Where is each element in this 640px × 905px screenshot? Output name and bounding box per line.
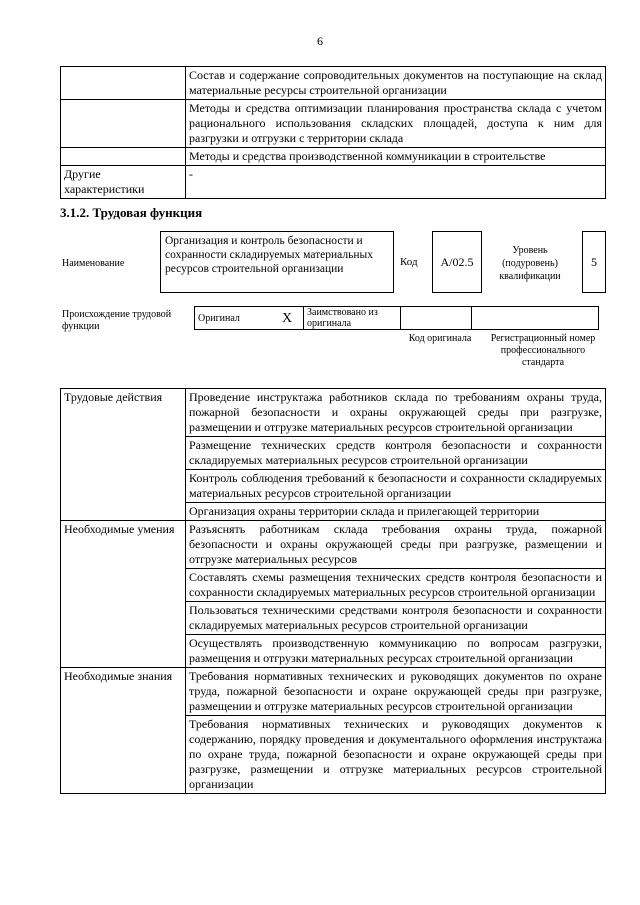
page-number: 6: [317, 34, 323, 48]
knowledge-item: Требования нормативных технических и руководящих документов по охране труда, пожарной безопасности и охране окружающей среды при разгрузке, размещении и отгрузке материальных ресурсов строительной организации: [186, 668, 606, 716]
table-row: [61, 389, 606, 437]
skill-item: Пользоваться техническими средствами контроля безопасности и сохранности складируемых материальных ресурсов строительной организации: [186, 602, 606, 635]
table-row: [61, 148, 606, 166]
borrowed-cell: Заимствовано из оригинала: [304, 307, 401, 330]
knowledge-label: Необходимые знания: [61, 668, 186, 794]
labor-action-item: Контроль соблюдения требований к безопасности и сохранности складируемых материальных ресурсов строительной организации: [186, 470, 606, 503]
origin-label: Происхождение трудовой функции: [62, 309, 172, 332]
original-cell: Оригинал: [195, 307, 272, 330]
knowledge-item: Требования нормативных технических и руководящих документов к содержанию, порядку проведения и документального оформления инструктажа по охране труда, пожарной безопасности и охране окружающей среды при разгрузке, размещении и отгрузке материальных ресурсов строительной организации: [186, 716, 606, 794]
labor-actions-label: Трудовые действия: [61, 389, 186, 521]
row-text: Методы и средства оптимизации планирования пространства склада с учетом рационального использования складских площадей, доступа к ним для разгрузки и отгрузки с территории склада: [186, 100, 606, 148]
name-label: Наименование: [62, 258, 125, 269]
code-original-caption: Код оригинала: [408, 333, 472, 344]
original-mark: X: [271, 307, 304, 330]
skill-item: Осуществлять производственную коммуникацию по вопросам разгрузки, размещения и отгрузки материальных ресурсах строительной организации: [186, 635, 606, 668]
origin-table: [194, 306, 599, 330]
skill-item: Составлять схемы размещения технических средств контроля безопасности и сохранности складируемых материальных ресурсов строительной организации: [186, 569, 606, 602]
qualification-level-value: 5: [582, 231, 606, 293]
table-row: [61, 67, 606, 100]
qualification-level-label: Уровень (подуровень) квалификации: [499, 245, 561, 282]
other-characteristics-label: Другие характеристики: [61, 166, 186, 199]
skill-item: Разъяснять работникам склада требования охраны труда, пожарной безопасности и охраны окружающей среды при разгрузке, размещении и отгрузке материальных ресурсов: [186, 521, 606, 569]
row-text: Состав и содержание сопроводительных документов на поступающие на склад материальные ресурсы строительной организации: [186, 67, 606, 100]
other-characteristics-value: -: [186, 166, 606, 199]
labor-action-item: Размещение технических средств контроля безопасности и сохранности складируемых материальных ресурсов строительной организации: [186, 437, 606, 470]
section-heading: 3.1.2. Трудовая функция: [60, 205, 203, 220]
top-characteristics-table: [60, 66, 606, 199]
reg-number-cell: [472, 307, 599, 330]
code-label: Код: [400, 256, 418, 268]
row-label: [61, 148, 186, 166]
row-label: [61, 100, 186, 148]
table-row: [61, 166, 606, 199]
reg-number-caption: Регистрационный номер профессионального стандарта: [490, 333, 596, 368]
table-row: [61, 100, 606, 148]
row-label: [61, 67, 186, 100]
code-value: A/02.5: [432, 231, 482, 293]
skills-label: Необходимые умения: [61, 521, 186, 668]
table-row: [195, 307, 599, 330]
code-original-cell: [401, 307, 472, 330]
table-row: [61, 521, 606, 569]
labor-action-item: Проведение инструктажа работников склада по требованиям охраны труда, пожарной безопасности и охраны окружающей среды при разгрузке, размещении и отгрузке материальных ресурсов строительной организации: [186, 389, 606, 437]
labor-function-details-table: [60, 388, 606, 794]
row-text: Методы и средства производственной коммуникации в строительстве: [186, 148, 606, 166]
labor-action-item: Организация охраны территории склада и прилегающей территории: [186, 503, 606, 521]
labor-function-name: Организация и контроль безопасности и сохранности складируемых материальных ресурсов строительной организации: [160, 231, 394, 293]
table-row: [61, 668, 606, 716]
